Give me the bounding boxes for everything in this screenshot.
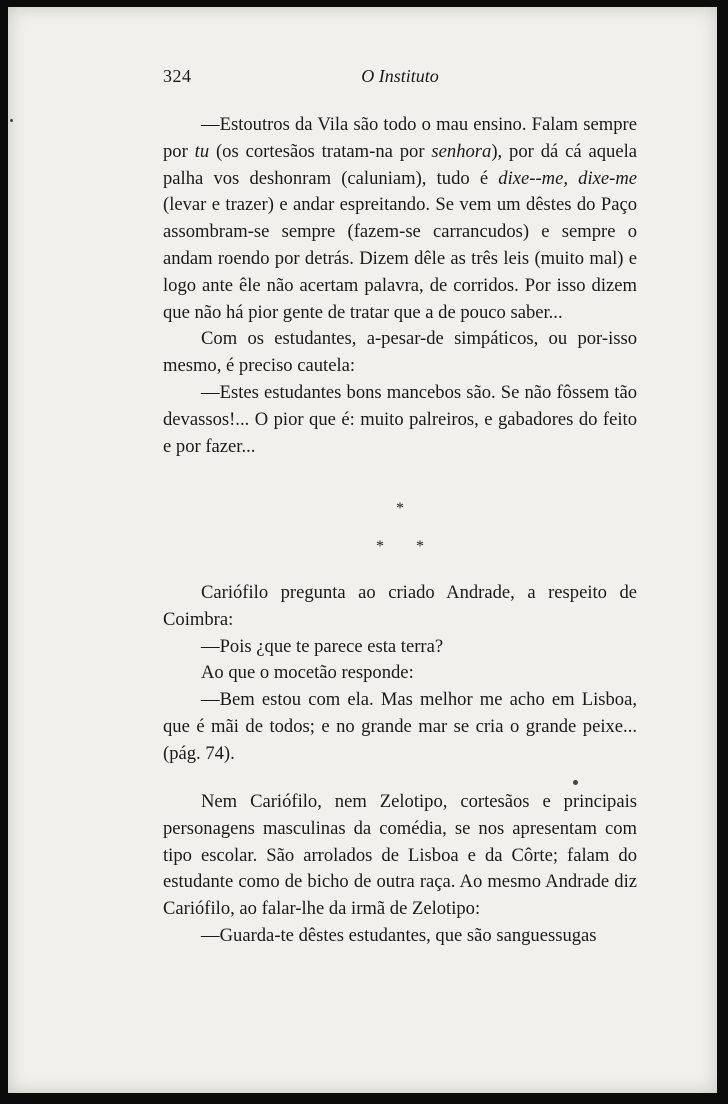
page-number: 324 [163,66,192,86]
paragraph: —Guarda-te dêstes estudantes, que são sanguessugas [201,924,597,946]
paragraph: —Pois ¿que te parece esta terra? [201,635,444,657]
asterisk: * [376,538,384,555]
paragraph: Com os estudantes, a-pesar-de simpáticos, ou por-isso mesmo, é preciso cautela: [163,328,637,377]
asterisk: * [416,538,424,555]
running-title: O Instituto [361,66,439,86]
separator-top [163,500,637,518]
paragraph: —Estoutros da Vila são todo o mau ensino. Falam sempre por tu (os cortesãos tratam-na por senhora), por dá cá aquela palha vos deshonram (caluniam), tudo é dixe--me, dixe-me (levar e trazer) e andar espreitando. Se vem um dêstes do Paço assombram-se sempre (fazem-se carrancudos) e sempre o andam roendo por detrás. Dizem dêle as três leis (muito mal) e logo ante êle não acertam palavra, de corridos. Por isso dizem que não há pior gente de tratar que a de pouco saber... [163,114,638,323]
paragraph: Cariófilo pregunta ao criado Andrade, a respeito de Coimbra: [163,582,637,630]
separator-bottom [163,538,637,556]
page-header [163,66,637,90]
asterisk: * [396,500,404,517]
text-block-2 [163,580,637,768]
paragraph: —Bem estou com ela. Mas melhor me acho em Lisboa, que é mãi de todos; e no grande mar se cria o grande peixe... (pág. 74). [163,689,637,764]
paragraph: Ao que o mocetão responde: [201,662,414,684]
text-block-1 [163,112,637,460]
paragraph: —Estes estudantes bons mancebos são. Se não fôssem tão devassos!... O pior que é: muito palreiros, e gabadores do feito e por fazer... [163,381,637,457]
paragraph: Nem Cariófilo, nem Zelotipo, cortesãos e principais personagens masculinas da comédia, se nos apresentam com tipo escolar. São arrolados de Lisboa e da Côrte; falam do estudante como de bicho de outra raça. Ao mesmo Andrade diz Cariófilo, ao falar-lhe da irmã de Zelotipo: [163,791,637,920]
text-block-3 [163,789,637,950]
